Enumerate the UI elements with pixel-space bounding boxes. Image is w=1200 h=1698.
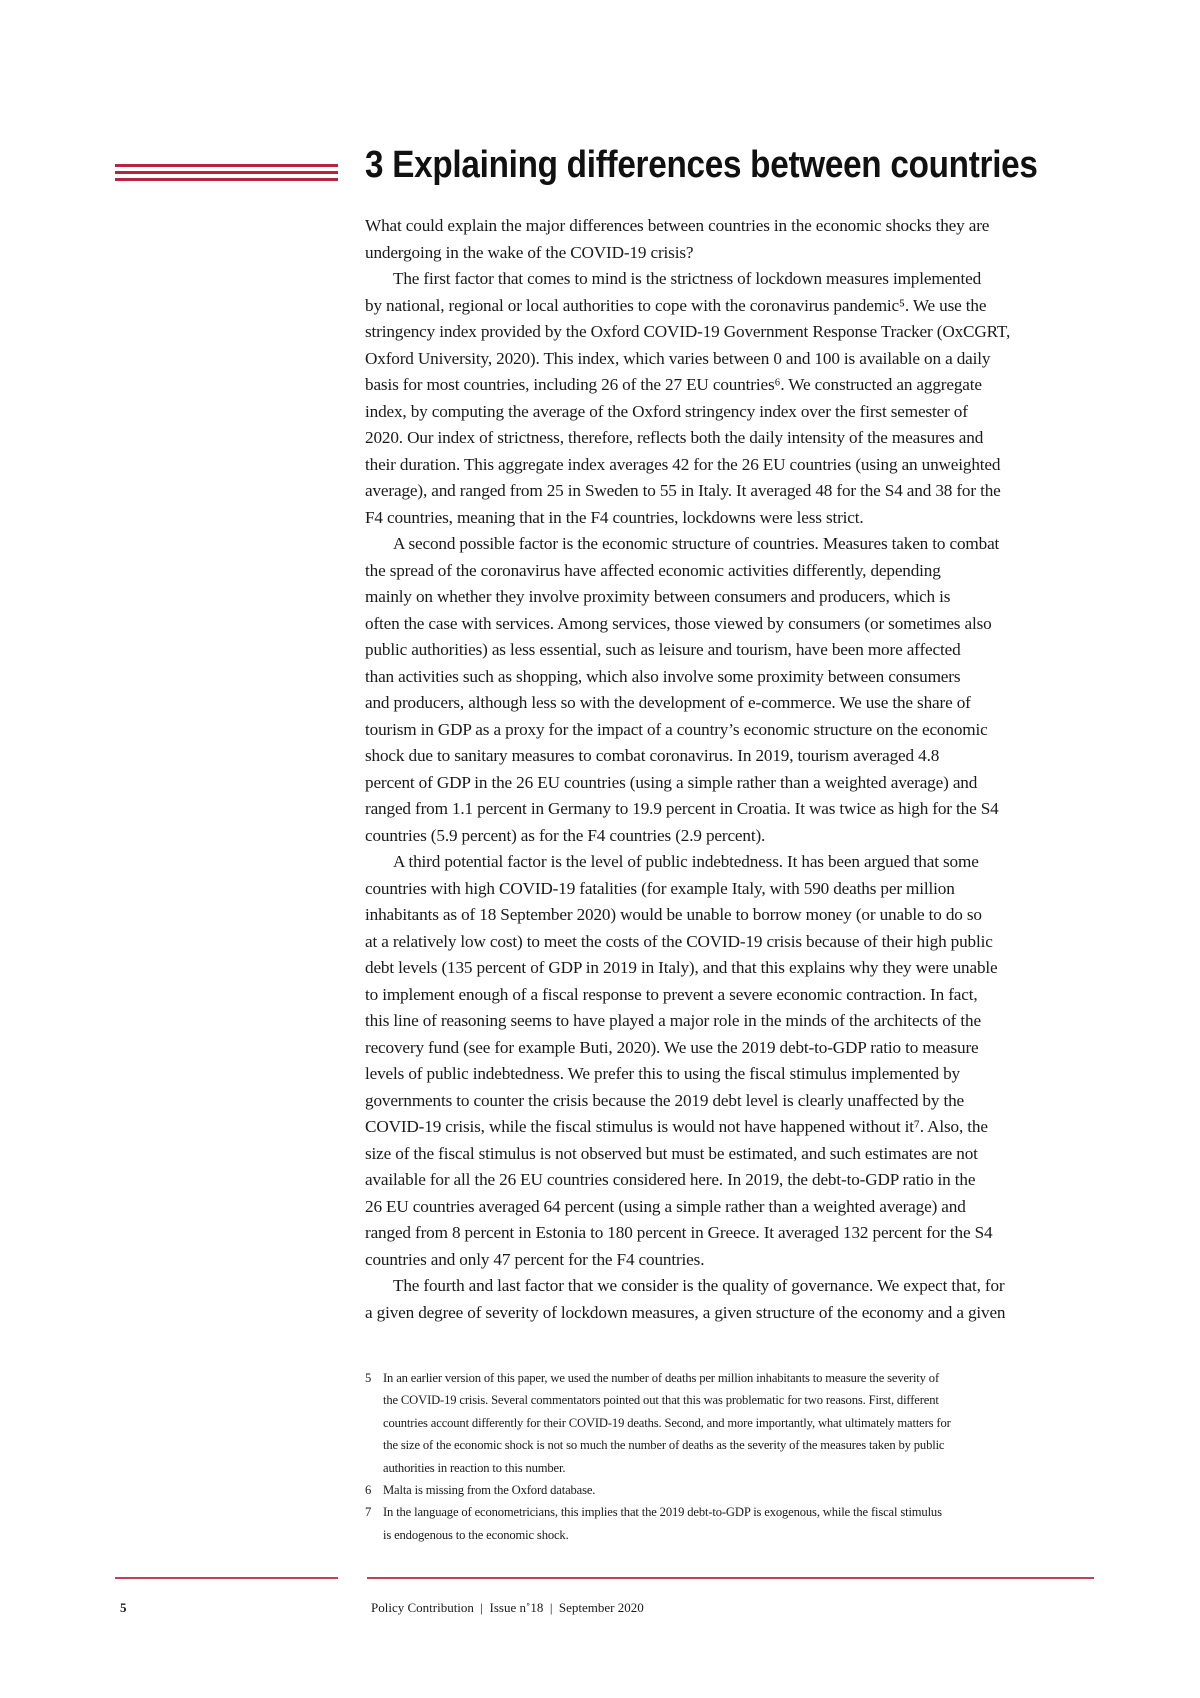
text-line: than activities such as shopping, which also involve some proximity between consumers: [365, 666, 961, 686]
text-line: often the case with services. Among services, those viewed by consumers (or sometimes also: [365, 613, 992, 633]
footnote-line: In an earlier version of this paper, we used the number of deaths per million inhabitants to measure the severity of: [383, 1371, 939, 1385]
text-line: recovery fund (see for example Buti, 2020). We use the 2019 debt-to-GDP ratio to measure: [365, 1037, 979, 1057]
text-line: A third potential factor is the level of public indebtedness. It has been argued that some: [393, 852, 979, 871]
text-line: The fourth and last factor that we consider is the quality of governance. We expect that, for: [393, 1276, 1005, 1295]
footnote-line: is endogenous to the economic shock.: [383, 1527, 569, 1542]
text-line: The first factor that comes to mind is the strictness of lockdown measures implemented: [393, 269, 982, 288]
text-line: undergoing in the wake of the COVID-19 crisis?: [365, 242, 694, 262]
paragraph: [365, 849, 1095, 1273]
paragraph: [365, 266, 1095, 531]
text-line: 2020. Our index of strictness, therefore, reflects both the daily intensity of the measures and: [365, 428, 984, 447]
text-line: levels of public indebtedness. We prefer this to using the fiscal stimulus implemented by: [365, 1064, 960, 1083]
footer-rule-left: [115, 1577, 338, 1579]
text-line: by national, regional or local authorities to cope with the coronavirus pandemic⁵. We use the: [365, 295, 987, 315]
page-number: 5: [120, 1600, 127, 1615]
footnotes: [365, 1367, 1095, 1546]
text-line: countries (5.9 percent) as for the F4 countries (2.9 percent).: [365, 825, 766, 845]
title-decor-rule: [115, 171, 338, 174]
paragraph: [365, 531, 1095, 849]
text-line: COVID-19 crisis, while the fiscal stimulus is would not have happened without it⁷. Also, the: [365, 1117, 988, 1136]
footnote-line: In the language of econometricians, this implies that the 2019 debt-to-GDP is exogenous, while the fiscal stimulus: [383, 1505, 942, 1520]
text-line: countries with high COVID-19 fatalities (for example Italy, with 590 deaths per million: [365, 878, 955, 898]
footnote: [365, 1479, 1095, 1501]
text-line: this line of reasoning seems to have played a major role in the minds of the architects of the: [365, 1011, 981, 1030]
text-line: What could explain the major differences between countries in the economic shocks they are: [365, 216, 990, 235]
text-line: average), and ranged from 25 in Sweden to 55 in Italy. It averaged 48 for the S4 and 38 for the: [365, 481, 1001, 500]
text-line: debt levels (135 percent of GDP in 2019 in Italy), and that this explains why they were unable: [365, 958, 998, 977]
footnote-number: 5: [365, 1371, 372, 1385]
text-line: their duration. This aggregate index averages 42 for the 26 EU countries (using an unweighted: [365, 454, 1001, 474]
text-line: countries and only 47 percent for the F4 countries.: [365, 1249, 705, 1269]
text-line: ranged from 8 percent in Estonia to 180 percent in Greece. It averaged 132 percent for the S4: [365, 1223, 993, 1242]
text-line: size of the fiscal stimulus is not observed but must be estimated, and such estimates are not: [365, 1143, 978, 1163]
text-line: a given degree of severity of lockdown measures, a given structure of the economy and a given: [365, 1302, 1006, 1322]
footnote-number: 6: [365, 1483, 372, 1498]
text-line: available for all the 26 EU countries considered here. In 2019, the debt-to-GDP ratio in the: [365, 1170, 976, 1189]
text-line: at a relatively low cost) to meet the costs of the COVID-19 crisis because of their high public: [365, 931, 993, 951]
text-line: Oxford University, 2020). This index, which varies between 0 and 100 is available on a daily: [365, 348, 991, 368]
footnote-line: authorities in reaction to this number.: [383, 1460, 566, 1475]
text-line: ranged from 1.1 percent in Germany to 19.9 percent in Croatia. It was twice as high for the S4: [365, 799, 999, 818]
text-line: 26 EU countries averaged 64 percent (using a simple rather than a weighted average) and: [365, 1196, 966, 1216]
text-line: stringency index provided by the Oxford COVID-19 Government Response Tracker (OxCGRT,: [365, 322, 1011, 341]
footnote-line: the size of the economic shock is not so much the number of deaths as the severity of the measures taken by public: [383, 1438, 945, 1453]
footer-text: Policy Contribution | Issue n˚18 | September 2020: [371, 1600, 644, 1615]
footnote: [365, 1367, 1095, 1479]
text-line: shock due to sanitary measures to combat coronavirus. In 2019, tourism averaged 4.8: [365, 746, 940, 765]
text-line: A second possible factor is the economic structure of countries. Measures taken to combat: [393, 534, 1000, 553]
footnote-line: countries account differently for their COVID-19 deaths. Second, and more importantly, what ultimately matters for: [383, 1415, 951, 1430]
paragraph: [365, 1273, 1095, 1326]
title-decor-rule: [115, 164, 338, 167]
text-line: inhabitants as of 18 September 2020) would be unable to borrow money (or unable to do so: [365, 905, 982, 924]
text-line: the spread of the coronavirus have affected economic activities differently, depending: [365, 560, 941, 580]
paragraph: [365, 213, 1095, 266]
text-line: index, by computing the average of the Oxford stringency index over the first semester of: [365, 401, 968, 421]
footnote-line: Malta is missing from the Oxford database.: [383, 1483, 596, 1498]
footnote: [365, 1501, 1095, 1546]
text-line: to implement enough of a fiscal response to prevent a severe economic contraction. In fact,: [365, 984, 978, 1004]
text-line: percent of GDP in the 26 EU countries (using a simple rather than a weighted average) and: [365, 772, 978, 792]
text-line: and producers, although less so with the development of e-commerce. We use the share of: [365, 693, 971, 712]
footnote-number: 7: [365, 1505, 372, 1520]
body-text: [365, 213, 1095, 1326]
text-line: F4 countries, meaning that in the F4 countries, lockdowns were less strict.: [365, 507, 864, 527]
text-line: tourism in GDP as a proxy for the impact of a country’s economic structure on the economic: [365, 719, 988, 739]
title-decor-rule: [115, 178, 338, 181]
text-line: public authorities) as less essential, such as leisure and tourism, have been more affected: [365, 640, 961, 659]
text-line: governments to counter the crisis because the 2019 debt level is clearly unaffected by the: [365, 1090, 964, 1110]
footer-rule-right: [367, 1577, 1094, 1579]
text-line: basis for most countries, including 26 of the 27 EU countries⁶. We constructed an aggregate: [365, 375, 982, 394]
text-line: mainly on whether they involve proximity between consumers and producers, which is: [365, 587, 951, 606]
section-title: 3 Explaining differences between countries: [365, 144, 1038, 186]
footnote-line: the COVID-19 crisis. Several commentators pointed out that this was problematic for two reasons. First, different: [383, 1393, 939, 1408]
